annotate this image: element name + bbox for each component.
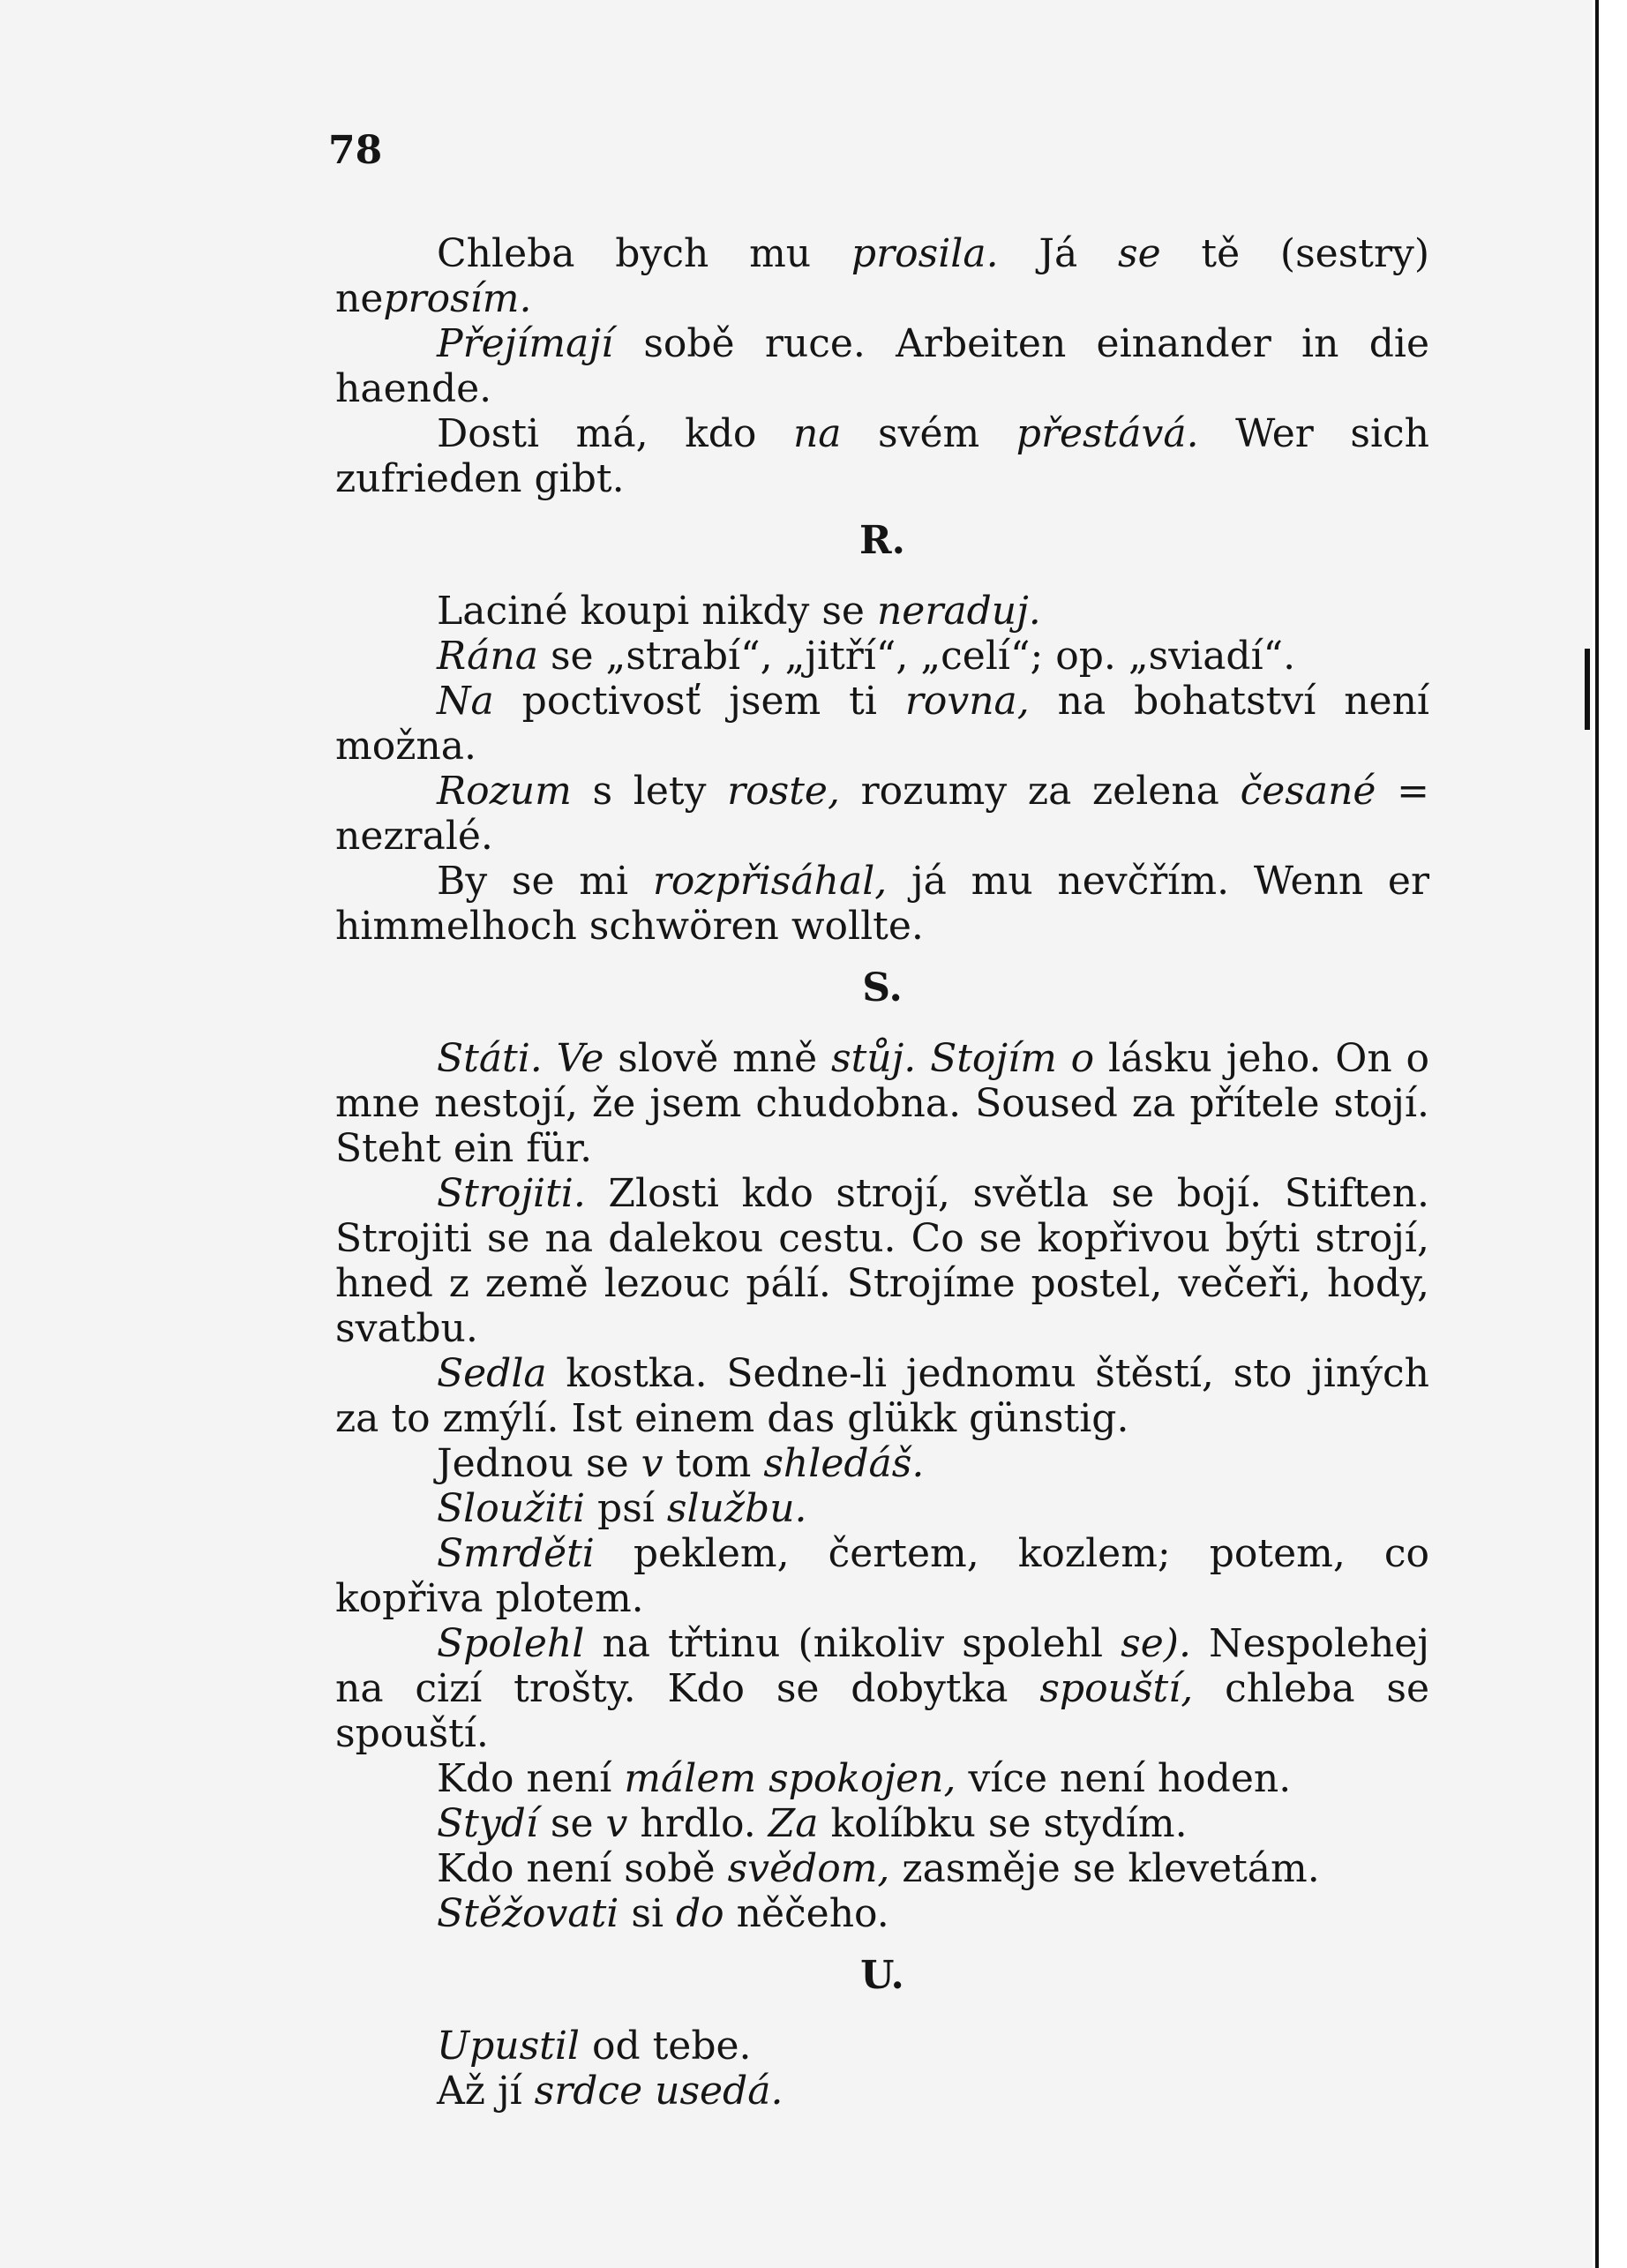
proverb-entry: [335, 1801, 1429, 1846]
italic-term: roste,: [727, 769, 840, 814]
text-run: na bohatství není možna.: [335, 679, 1429, 769]
proverb-entry: [335, 634, 1429, 679]
italic-term: Na: [437, 679, 494, 724]
proverb-entry: [335, 769, 1429, 859]
text-run: zasměje se klevetám.: [889, 1846, 1320, 1891]
text-run: [543, 1036, 557, 1081]
text-run: chleba se spouští.: [335, 1666, 1429, 1756]
italic-term: shledáš.: [763, 1441, 925, 1486]
italic-term: Přejímají: [437, 321, 614, 366]
italic-term: prosím.: [383, 276, 532, 321]
binding-edge: [1595, 0, 1599, 2268]
italic-term: srdce usedá.: [534, 2069, 784, 2114]
text-run: na třtinu (nikoliv spolehl: [584, 1621, 1121, 1666]
italic-term: Sloužiti: [437, 1486, 586, 1531]
section-heading: S.: [862, 965, 903, 1010]
text-run: rozumy za zelena: [839, 769, 1241, 814]
text-run: kostka. Sedne-li jednomu štěstí, sto jiných za to zmýlí. Ist einem das glükk günstig.: [335, 1351, 1429, 1441]
text-run: Až jí: [437, 2069, 535, 2114]
proverb-entry: [335, 859, 1429, 949]
italic-term: na: [792, 411, 842, 456]
italic-term: rovna,: [904, 679, 1030, 724]
text-run: Zlosti kdo strojí, světla se bojí. Stiften. Strojiti se na dalekou cestu. Co se kopřivou býti strojí, hned z země lezouc pálí. Strojíme postel, večeři, hody, svatbu.: [335, 1171, 1429, 1351]
text-run: lásku jeho. On o mne nestojí, že jsem chudobna. Soused za přítele stojí. Steht ein für.: [335, 1036, 1429, 1171]
text-run: peklem, čertem, kozlem; potem, co kopřiva plotem.: [335, 1531, 1429, 1621]
proverb-entry: [335, 589, 1429, 634]
italic-term: Strojiti.: [437, 1171, 586, 1216]
text-run: Laciné koupi nikdy se: [437, 589, 877, 634]
text-run: Jednou se: [437, 1441, 641, 1486]
text-run: Chleba bych mu: [437, 231, 851, 276]
proverb-entry: [335, 1846, 1429, 1891]
text-run: Nespolehej na cizí trošty. Kdo se dobytka: [335, 1621, 1429, 1711]
italic-term: svědom,: [727, 1846, 890, 1891]
text-run: Kdo není: [437, 1756, 625, 1801]
text-run: poctivosť jsem ti: [493, 679, 905, 724]
italic-term: Za: [768, 1801, 819, 1846]
text-run: slově mně: [604, 1036, 832, 1081]
italic-term: službu.: [666, 1486, 807, 1531]
text-run: [916, 1036, 930, 1081]
text-run: tom: [663, 1441, 764, 1486]
italic-term: Stydí: [437, 1801, 538, 1846]
text-run: více není hoden.: [956, 1756, 1292, 1801]
text-run: Dosti má, kdo: [437, 411, 793, 456]
proverb-entry: [335, 1891, 1429, 1936]
text-run: se: [537, 1801, 606, 1846]
text-run: Já: [998, 231, 1118, 276]
italic-term: česané: [1240, 769, 1376, 814]
text-run: se „strabí“, „jitří“, „celí“; op. „sviadí“.: [537, 634, 1296, 679]
italic-term: neraduj.: [876, 589, 1041, 634]
text-run: od tebe.: [580, 2024, 752, 2069]
italic-term: Státi.: [437, 1036, 543, 1081]
edge-mark: [1585, 649, 1590, 730]
text-run: si: [619, 1891, 677, 1936]
italic-term: Spolehl: [437, 1621, 585, 1666]
text-run: kolíbku se stydím.: [818, 1801, 1188, 1846]
text-run: já mu nevčřím. Wenn er himmelhoch schwören wollte.: [335, 859, 1429, 949]
italic-term: v: [641, 1441, 664, 1486]
text-run: Kdo není sobě: [437, 1846, 728, 1891]
text-run: svém: [841, 411, 1016, 456]
italic-term: se: [1118, 231, 1161, 276]
page-number: 78: [328, 128, 383, 173]
proverb-entry: [335, 1441, 1429, 1486]
text-run: Wer sich zufrieden gibt.: [335, 411, 1430, 501]
italic-term: prosila.: [851, 231, 999, 276]
italic-term: málem spokojen,: [624, 1756, 956, 1801]
italic-term: Smrděti: [437, 1531, 595, 1576]
text-run: hrdlo.: [627, 1801, 769, 1846]
proverb-entry: [335, 2069, 1429, 2114]
italic-term: Rána: [437, 634, 538, 679]
italic-term: rozpřisáhal,: [652, 859, 888, 904]
proverb-entry: [335, 2024, 1429, 2069]
text-run: psí: [585, 1486, 667, 1531]
italic-term: se).: [1121, 1621, 1191, 1666]
text-run: tě (sestry) ne: [335, 231, 1430, 321]
proverb-entry: [335, 411, 1429, 501]
proverb-entry: [335, 1171, 1429, 1351]
italic-term: Stěžovati: [437, 1891, 619, 1936]
text-run: sobě ruce. Arbeiten einander in die haende.: [335, 321, 1429, 411]
text-run: = nezralé.: [335, 769, 1429, 859]
italic-term: v: [605, 1801, 628, 1846]
italic-term: Rozum: [437, 769, 572, 814]
italic-term: Sedla: [437, 1351, 547, 1396]
page-body: [335, 231, 1429, 2114]
proverb-entry: [335, 1351, 1429, 1441]
italic-term: Stojím o: [930, 1036, 1095, 1081]
text-run: By se mi: [437, 859, 653, 904]
proverb-entry: [335, 1621, 1429, 1756]
italic-term: přestává.: [1016, 411, 1199, 456]
proverb-entry: [335, 231, 1429, 321]
italic-term: stůj.: [831, 1036, 917, 1081]
text-run: něčeho.: [724, 1891, 889, 1936]
italic-term: do: [676, 1891, 724, 1936]
proverb-entry: [335, 1486, 1429, 1531]
italic-term: Upustil: [437, 2024, 580, 2069]
proverb-entry: [335, 321, 1429, 411]
section-heading: R.: [859, 518, 905, 563]
proverb-entry: [335, 1756, 1429, 1801]
proverb-entry: [335, 679, 1429, 769]
italic-term: spouští,: [1039, 1666, 1194, 1711]
text-run: s lety: [571, 769, 728, 814]
proverb-entry: [335, 1531, 1429, 1621]
italic-term: Ve: [556, 1036, 604, 1081]
proverb-entry: [335, 1036, 1429, 1171]
section-heading: U.: [860, 1953, 904, 1998]
